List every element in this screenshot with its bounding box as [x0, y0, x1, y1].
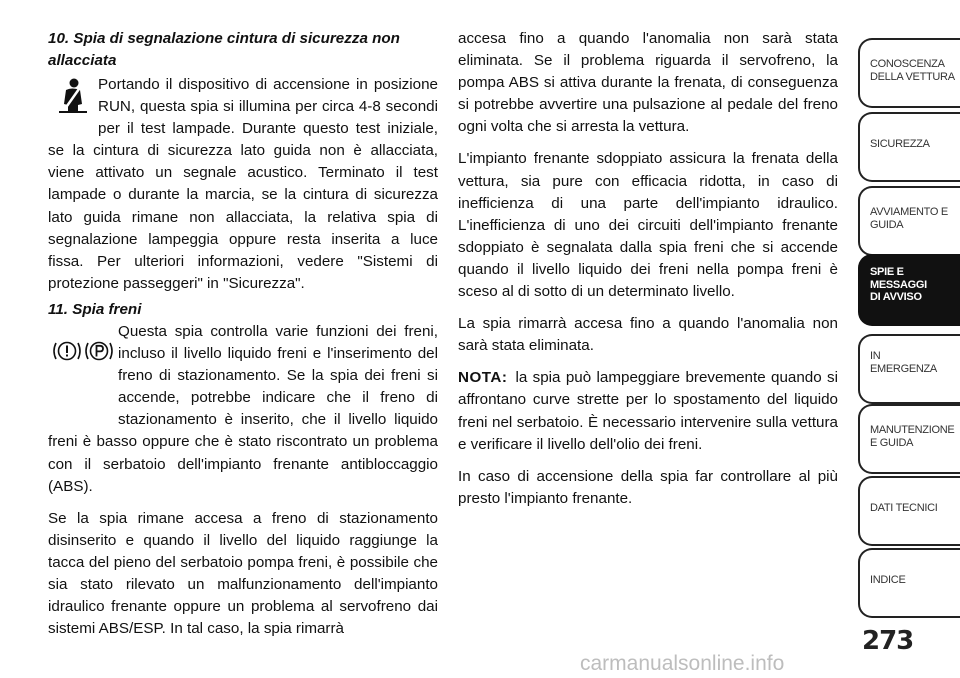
seatbelt-icon	[48, 72, 98, 138]
tab-manutenzione[interactable]: MANUTENZIONE E GUIDA	[858, 404, 960, 474]
brake-icons	[48, 321, 118, 423]
right-paragraph-1: accesa fino a quando l'anomalia non sarà stata eliminata. Se il problema riguarda il servofreno, la pompa ABS si attiva durante la frenata, di conseguenza si potrebbe avvertire una pulsazione al pedale del freno ogni volta che si arresta la vettura.	[458, 30, 838, 136]
right-paragraph-2: L'impianto frenante sdoppiato assicura la frenata della vettura, sia pure con efficacia ridotta, in caso di inefficienza di una parte dell'impianto idraulico. L'inefficienza di uno dei circuiti dell'impianto frenante sdoppiato è segnalata dalla spia freni che si accende quando il livello liquido dei freni nella pompa freni è sceso al di sotto di un determinato livello.	[458, 150, 838, 301]
tab-indice[interactable]: INDICE	[858, 548, 960, 618]
tab-dati-tecnici[interactable]: DATI TECNICI	[858, 476, 960, 546]
parking-brake-icon	[83, 339, 115, 363]
seatbelt-heading: 10. Spia di segnalazione cintura di sicurezza non allacciata	[48, 30, 400, 69]
tab-spie-messaggi[interactable]: SPIE E MESSAGGI DI AVVISO	[858, 254, 960, 326]
tab-sicurezza[interactable]: SICUREZZA	[858, 112, 960, 182]
watermark: carmanualsonline.info	[580, 652, 785, 675]
tab-conoscenza[interactable]: CONOSCENZA DELLA VETTURA	[858, 38, 960, 108]
brake-paragraph-1: Questa spia controlla varie funzioni dei freni, incluso il livello liquido freni e l'inserimento del freno di stazionamento. Se la spia dei freni si accende, potrebbe indicare che il freno di stazionamento è inserito, che il livello liquido freni è basso oppure che è stato riscontrato un problema con il serbatoio dell'impianto frenante antibloccaggio (ABS).	[48, 322, 438, 495]
tab-emergenza[interactable]: IN EMERGENZA	[858, 334, 960, 404]
brake-heading: 11. Spia freni	[48, 300, 142, 318]
seatbelt-paragraph: Portando il dispositivo di accensione in posizione RUN, questa spia si illumina per circa 4-8 secondi per il test lampade. Durante questo test iniziale, se la cintura di sicurezza lato guida non è allacciata, viene attivato un segnale acustico. Terminato il test lampade o durante la marcia, se la cintura di sicurezza lato guida rimane non allacciata, la relativa spia di segnalazione lampeggia oppure resta inserita a luce fissa. Per ulteriori informazioni, vedere "Sistemi di protezione passeggeri" in "Sicurezza".	[48, 76, 438, 292]
nota-text: la spia può lampeggiare brevemente quando si affrontano curve strette per lo spostamento del liquido freni nel serbatoio. È necessario intervenire sulla vettura e verificare il livello dell'olio dei freni.	[458, 369, 838, 453]
tab-avviamento[interactable]: AVVIAMENTO E GUIDA	[858, 186, 960, 256]
nota-label: NOTA:	[458, 369, 508, 387]
brake-paragraph-2: Se la spia rimane accesa a freno di stazionamento disinserito e quando il livello del liquido raggiunge la tacca del pieno del serbatoio pompa freni, è possibile che sia stato rilevato un malfunzionamento dell'impianto idraulico frenante oppure un problema al servofreno dai sistemi ABS/ESP. In tal caso, la spia rimarrà	[48, 509, 438, 638]
right-column	[458, 28, 838, 520]
chapter-sidebar	[858, 0, 960, 678]
right-paragraph-4: In caso di accensione della spia far controllare al più presto l'impianto frenante.	[458, 467, 838, 507]
brake-exclamation-icon	[51, 339, 83, 363]
page-number: 273	[862, 626, 914, 656]
right-paragraph-3: La spia rimarrà accesa fino a quando l'anomalia non sarà stata eliminata.	[458, 315, 838, 355]
nota-paragraph	[458, 367, 838, 455]
left-column	[48, 28, 438, 650]
